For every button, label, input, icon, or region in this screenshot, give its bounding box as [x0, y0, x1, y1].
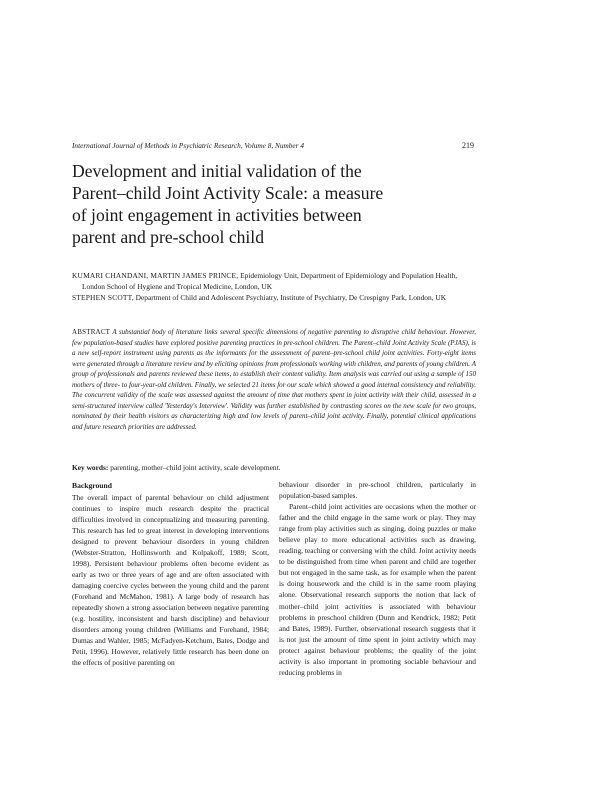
journal-citation: International Journal of Methods in Psychiatric Research, Volume 8, Number 4 — [72, 140, 304, 150]
author-entry — [72, 292, 476, 303]
author-names: STEPHEN SCOTT, — [72, 293, 134, 303]
body-paragraph: The overall impact of parental behaviour on child adjustment continues to inspire much research despite the practical difficulties involved in conceptualizing and measuring parenting. This research has led to great interest in developing interventions designed to prevent behaviour disorders in young children (Webster-Stratton, Hollinsworth and Kolpakoff, 1989; Scott, 1998). Persistent behaviour problems often become evident as early as two or three years of age and are often associated with damaging coercive cycles between the young child and the parent (Forehand and McMahon, 1981). A large body of research has repeatedly shown a strong association between negative parenting (e.g. hostility, inconsistent and harsh discipline) and behaviour disorders among young children (Williams and Forehand, 1984; Dumas and Wahler, 1985; McFadyen-Ketchum, Bates, Dodge and Petit, 1996). However, relatively little research has been done on the effects of positive parenting on — [72, 492, 269, 668]
abstract — [72, 327, 476, 432]
title-line: of joint engagement in activities between — [72, 205, 362, 225]
title-line: parent and pre-school child — [72, 227, 264, 247]
section-heading: Background — [72, 481, 112, 490]
abstract-label: ABSTRACT — [72, 328, 111, 336]
page-number: 219 — [462, 140, 474, 150]
title-line: Development and initial validation of the — [72, 161, 362, 181]
author-affiliation: Epidemiology Unit, Department of Epidemiology and Population Health, London School of Hygiene and Tropical Medicine, London, UK — [82, 271, 458, 292]
body-paragraph: behaviour disorder in pre-school children, particularly in population-based samples. — [279, 480, 476, 501]
title-line: Parent–child Joint Activity Scale: a measure — [72, 183, 384, 203]
abstract-text: A substantial body of literature links several specific dimensions of negative parenting to disruptive child behaviour. However, few population-based studies have explored positive parenting practices in pre-school children. The Parent–child Joint Activity Scale (PJAS), is a new self-report instrument using parents as the informants for the assessment of parent–pre-school child joint activities. Forty-eight items were generated through a literature review and by eliciting opinions from professionals working with children, and parents of young children. A group of professionals and parents reviewed these items, to establish their content validity. Item analysis was carried out using a sample of 150 mothers of three- to four-year-old children. Finally, we selected 21 items for our scale which showed a good internal consistency and reliability. The concurrent validity of the scale was assessed against the amount of time that mothers spent in joint activity with their child, assessed in a semi-structured interview called 'Yesterday's Interview'. Validity was further established by contrasting scores on the new scale for two groups, nominated by their health visitors as characterizing high and low levels of parent–child joint activity. Finally, potential clinical applications and future research priorities are addressed. — [72, 328, 476, 431]
author-affiliation: Department of Child and Adolescent Psychiatry, Institute of Psychiatry, De Crespigny Park, London, UK — [133, 293, 447, 303]
body-column-right — [279, 479, 476, 678]
running-header — [72, 139, 474, 151]
body-paragraph: Parent–child joint activities are occasions when the mother or father and the child engage in the same work or play. They may range from play activities such as singing, doing puzzles or make believe play to more educational activities such as drawing, reading, teaching or conversing with the child. Joint activity needs to be distinguished from time when parent and child are together but not engaged in the same task, as for example when the parent is doing housework and the child is in the same room playing alone. Observational research supports the notion that lack of mother–child joint activities is associated with behaviour problems in preschool children (Dunn and Kendrick, 1982; Petit and Bates, 1989). Further, observational research suggests that it is not just the amount of time spent in joint activity which may protect against behaviour problems; the quality of the joint activity is also important in promoting sociable behaviour and reducing problems in — [279, 502, 476, 677]
keywords — [72, 462, 476, 473]
author-names: KUMARI CHANDANI, MARTIN JAMES PRINCE, — [72, 271, 239, 280]
body-column-left — [72, 480, 269, 668]
author-entry — [72, 270, 476, 292]
keywords-text: parenting, mother–child joint activity, scale development. — [108, 463, 281, 472]
article-title — [72, 160, 477, 248]
keywords-label: Key words: — [72, 463, 109, 472]
author-list — [72, 270, 476, 304]
